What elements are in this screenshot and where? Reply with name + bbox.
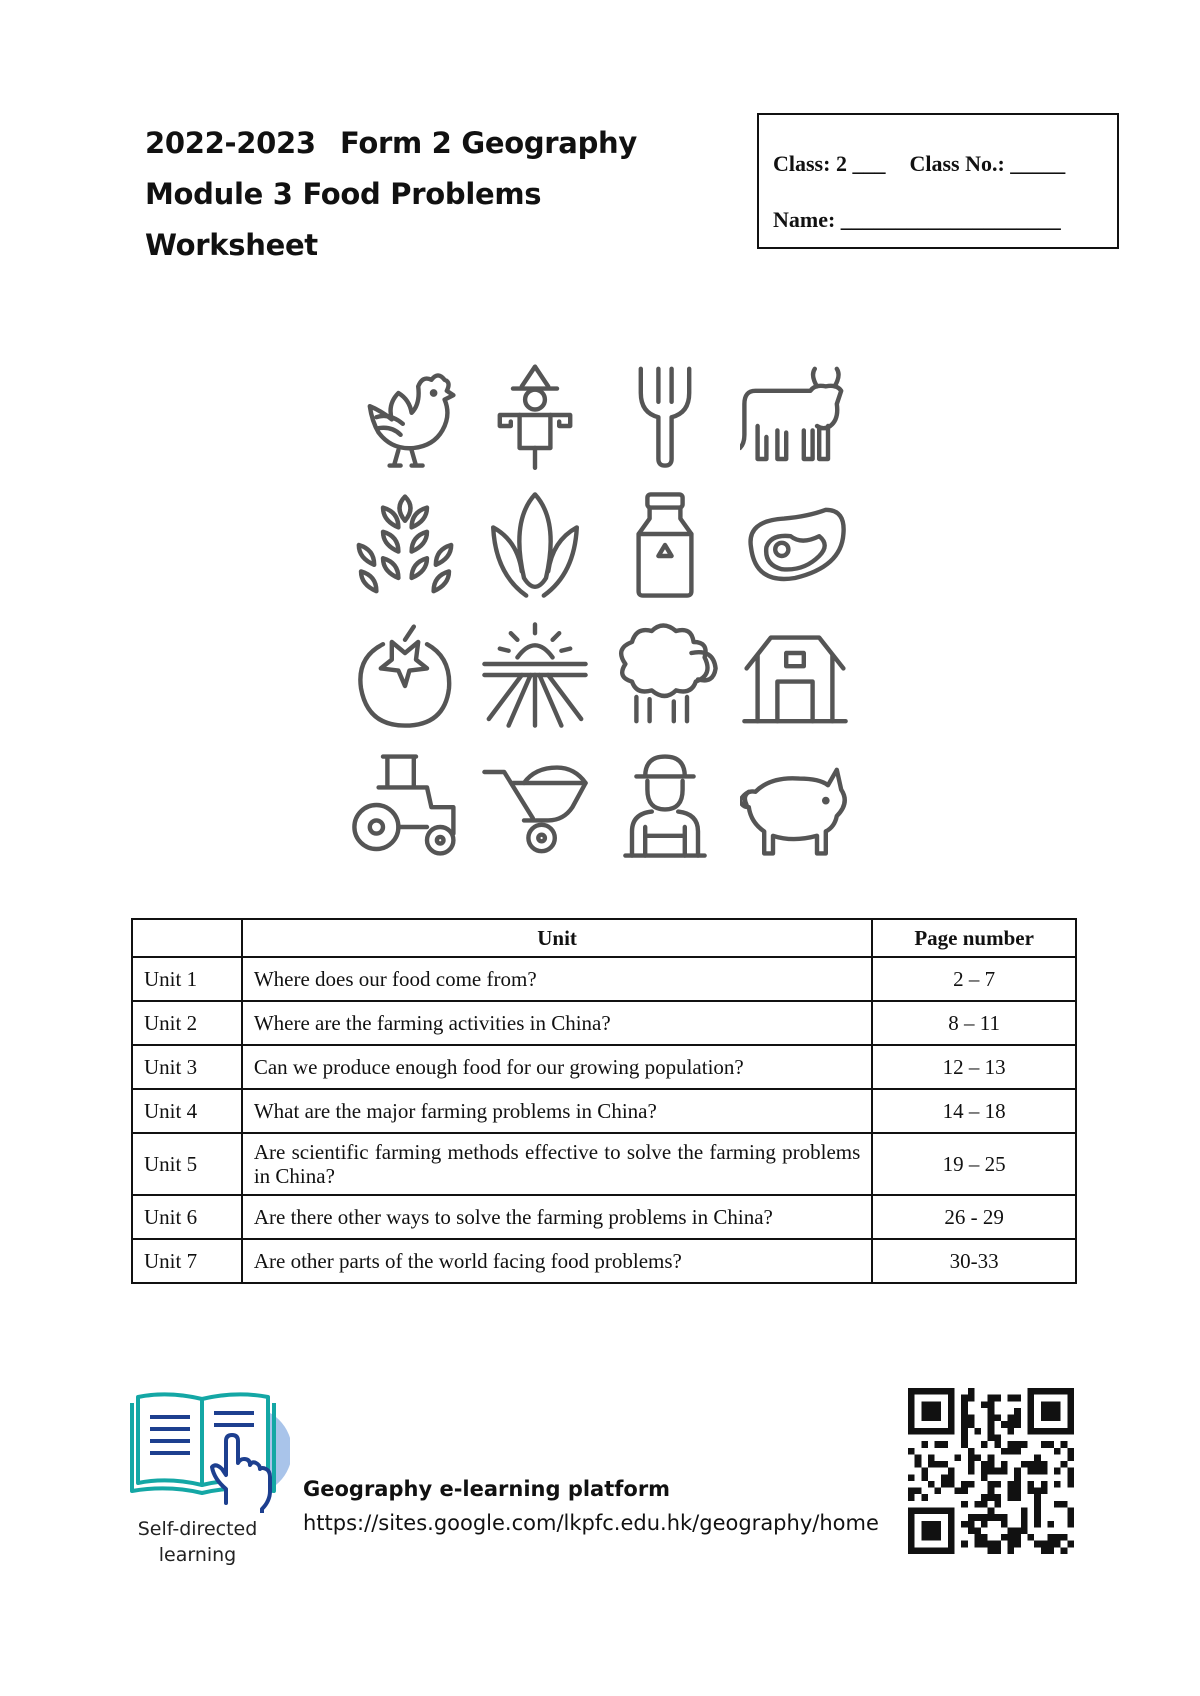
field-sunrise-icon: [480, 620, 590, 730]
unit-pages: 8 – 11: [872, 1001, 1076, 1045]
unit-topic: Are there other ways to solve the farming problems in China?: [242, 1195, 872, 1239]
class-number-field[interactable]: Class No.: _____: [909, 151, 1066, 176]
table-header-unit: Unit: [242, 919, 872, 957]
table-row: [132, 1089, 1076, 1133]
table-row: [132, 1133, 1076, 1195]
chicken-icon: [350, 360, 460, 470]
unit-topic: What are the major farming problems in China?: [242, 1089, 872, 1133]
pig-icon: [740, 750, 850, 860]
unit-topic: Are scientific farming methods effective to solve the farming problems in China?: [242, 1133, 872, 1195]
open-book-hand-icon: [130, 1383, 290, 1513]
wheelbarrow-icon: [480, 750, 590, 860]
platform-url-link[interactable]: https://sites.google.com/lkpfc.edu.hk/geography/home: [303, 1511, 879, 1535]
unit-pages: 12 – 13: [872, 1045, 1076, 1089]
unit-pages: 26 - 29: [872, 1195, 1076, 1239]
tractor-icon: [350, 750, 460, 860]
barn-icon: [740, 620, 850, 730]
table-row: [132, 1045, 1076, 1089]
doc-type: Worksheet: [145, 228, 318, 262]
elearning-platform: [303, 1472, 879, 1540]
sdl-line1: Self-directed: [137, 1518, 258, 1540]
farmer-icon: [610, 750, 720, 860]
steak-icon: [740, 490, 850, 600]
unit-topic: Where does our food come from?: [242, 957, 872, 1001]
unit-label: Unit 2: [132, 1001, 242, 1045]
unit-topic: Can we produce enough food for our growing population?: [242, 1045, 872, 1089]
unit-label: Unit 4: [132, 1089, 242, 1133]
unit-label: Unit 1: [132, 957, 242, 1001]
unit-label: Unit 5: [132, 1133, 242, 1195]
cow-icon: [740, 360, 850, 470]
farm-icon-grid: [350, 360, 870, 860]
platform-title: Geography e-learning platform: [303, 1477, 671, 1501]
table-header-row: [132, 919, 1076, 957]
unit-pages: 19 – 25: [872, 1133, 1076, 1195]
module-title: Module 3 Food Problems: [145, 177, 542, 211]
sheep-icon: [610, 620, 720, 730]
qr-code[interactable]: [908, 1388, 1074, 1554]
tomato-icon: [350, 620, 460, 730]
table-header-blank: [132, 919, 242, 957]
school-year: 2022-2023: [145, 126, 316, 160]
pitchfork-icon: [610, 360, 720, 470]
unit-topic: Where are the farming activities in China?: [242, 1001, 872, 1045]
table-row: [132, 1001, 1076, 1045]
milk-bottle-icon: [610, 490, 720, 600]
unit-label: Unit 6: [132, 1195, 242, 1239]
unit-pages: 2 – 7: [872, 957, 1076, 1001]
name-field[interactable]: Name: ____________________: [773, 207, 1061, 232]
corn-icon: [480, 490, 590, 600]
unit-label: Unit 7: [132, 1239, 242, 1283]
units-table: [131, 918, 1077, 1284]
wheat-icon: [350, 490, 460, 600]
student-info-box: [757, 113, 1119, 249]
unit-label: Unit 3: [132, 1045, 242, 1089]
course-title: Form 2 Geography: [340, 126, 637, 160]
table-row: [132, 1239, 1076, 1283]
unit-pages: 14 – 18: [872, 1089, 1076, 1133]
unit-pages: 30-33: [872, 1239, 1076, 1283]
class-field[interactable]: Class: 2 ___: [773, 151, 886, 176]
table-header-page-number: Page number: [872, 919, 1076, 957]
table-row: [132, 957, 1076, 1001]
scarecrow-icon: [480, 360, 590, 470]
self-directed-learning-label: [120, 1516, 275, 1568]
unit-topic: Are other parts of the world facing food problems?: [242, 1239, 872, 1283]
document-title: [145, 118, 637, 271]
table-row: [132, 1195, 1076, 1239]
sdl-line2: learning: [158, 1544, 237, 1566]
